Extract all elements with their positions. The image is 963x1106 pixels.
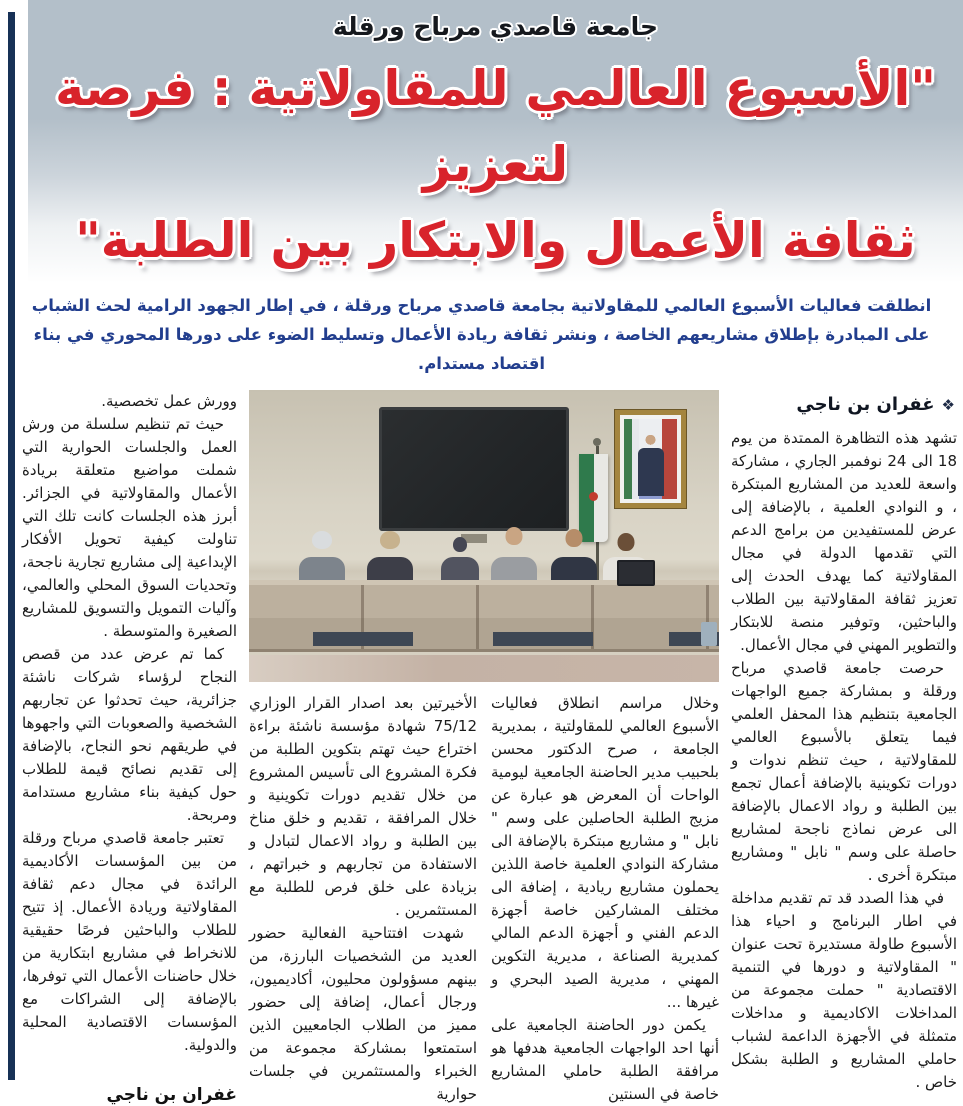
paragraph: تعتبر جامعة قاصدي مرباح ورقلة من بين المؤسسات الأكاديمية الرائدة في مجال دعم ثقافة المقاولاتية وريادة الأعمال. إذ تتيح للطلاب والباحثين فرصًا حقيقية للانخراط في مشاريع ابتكارية من خلال حاضنات الأعمال التي توفرها، بالإضافة إلى الشراكات مع المؤسسات الاقتصادية المحلية والدولية. xyxy=(22,829,237,1054)
projection-screen xyxy=(379,407,569,531)
column-middle-left xyxy=(249,692,477,1106)
column-right xyxy=(731,390,957,1106)
article-body xyxy=(22,390,957,1106)
column-middle-right xyxy=(491,692,719,1106)
conference-panel-photo xyxy=(249,390,719,682)
diamond-icon: ❖ xyxy=(941,396,955,414)
author-signature: غفران بن ناجي xyxy=(106,1085,237,1105)
paragraph: يكمن دور الحاضنة الجامعية على أنها احد الواجهات الجامعية هدفها هو مرافقة الطلبة حاملي المشاريع خاصة في السنتين xyxy=(491,1016,719,1103)
laptop xyxy=(617,560,655,586)
panelist-5 xyxy=(549,529,599,583)
headline-line-1: "الأسبوع العالمي للمقاولاتية : فرصة لتعزيز xyxy=(55,60,936,193)
paragraph: شهدت افتتاحية الفعالية حضور العديد من الشخصيات البارزة، من بينهم مسؤولون محليون، أكاديميون، ورجال أعمال، إضافة إلى حضور مميز من الطلاب الجامعيين الذين استمتعوا بمشاركة مجموعة من الخبراء والمستثمرين في جلسات حوارية xyxy=(249,924,477,1103)
panelist-head xyxy=(566,529,583,547)
panelist-4 xyxy=(489,527,539,583)
panelist-head xyxy=(380,531,400,549)
panel-desk xyxy=(249,580,719,652)
panelist-head xyxy=(453,537,467,552)
floor xyxy=(249,655,719,682)
kicker: جامعة قاصدي مرباح ورقلة xyxy=(332,12,659,41)
paragraph: كما تم عرض عدد من قصص النجاح لرؤساء شركات ناشئة جزائرية، حيث تحدثوا عن تجاربهم الشخصية والصعوبات التي واجهوها في طريقهم نحو النجاح، بالإضافة إلى تقديم نصائح قيمة للطلاب حول كيفية بناء مشاريع مستدامة ومربحة. xyxy=(22,645,237,824)
paragraph: الأخيرتين بعد اصدار القرار الوزاري 75/12 شهادة مؤسسة ناشئة براءة اختراع حيث تهتم بتكوين الطلبة من فكرة المشروع الى تأسيس المشروع من خلال تقديم دورات تكوينية و خلال المرافقة ، تقديم و خلق مناخ بين الطلبة و رواد الاعمال لتبادل و الاستفادة من تجاربهم و خبراتهم ، بزيادة على خلق فرص للطلبة مع المستثمرين . xyxy=(249,694,477,919)
column-left xyxy=(22,390,237,1106)
chair xyxy=(701,622,717,646)
byline-author: غفران بن ناجي xyxy=(796,394,935,415)
portrait-figure xyxy=(638,448,664,496)
headline xyxy=(36,51,955,279)
president-portrait-frame xyxy=(615,410,686,508)
lead-paragraph: انطلقت فعاليات الأسبوع العالمي للمقاولاتية بجامعة قاصدي مرباح ورقلة ، في إطار الجهود الرامية لحث الشباب على المبادرة بإطلاق مشاريعهم الخاصة ، ونشر ثقافة ريادة الأعمال وتسليط الضوء على دورها المحوري في بناء اقتصاد مستدام. xyxy=(31,296,932,373)
flag-finial xyxy=(593,438,601,446)
headline-line-2: ثقافة الأعمال والابتكار بين الطلبة" xyxy=(75,212,916,269)
panelist-head xyxy=(618,533,635,551)
paragraph: وخلال مراسم انطلاق فعاليات الأسبوع العالمي للمقاولتية ، بمديرية الجامعة ، صرح الدكتور محسن بلحبيب مدير الحاضنة الجامعية ليومية الواحات أن المعرض هو عبارة عن مزيج الطلبة الحاصلين على وسم " نابل " و مشاريع مبتكرة بالإضافة الى مشاركة النوادي العلمية خاصة اللذين يحملون مشاريع ريادية ، إضافة الى مختلف المشاركين خاصة أجهزة الدعم الفني و أجهزة الدعم المالي كمديرية الصناعة ، مديرية التكوين المهني ، مديرية الصيد البحري و غيرها ... xyxy=(491,694,719,1011)
panelist-head xyxy=(312,531,332,549)
panelist-2 xyxy=(365,531,415,583)
byline xyxy=(731,394,955,415)
paragraph: تشهد هذه التظاهرة الممتدة من يوم 18 الى 24 نوفمبر الجاري ، مشاركة واسعة للعديد من المشاريع المبتكرة ، و النوادي العلمية ، بالإضافة إلى عرض للمستفيدين من برامج الدعم التي تقدمها الدولة في مجال المقاولاتية كما يهدف الحدث إلى تعزيز ثقافة المقاولاتية بين الطلاب والباحثين، وتوفير منصة للابتكار والتطوير المهني في مجال الأعمال. xyxy=(731,429,957,654)
paragraph: حيث تم تنظيم سلسلة من ورش العمل والجلسات الحوارية التي شملت مواضيع متعلقة بريادة الأعمال والمقاولاتية في الجزائر. أبرز هذه الجلسات كانت تلك التي تناولت كيفية تحويل الأفكار الإبداعية إلى مشاريع تجارية ناجحة، وتحديات السوق المحلي والعالمي، وآليات التمويل والتسويق للمشاريع الصغيرة والمتوسطة . xyxy=(22,415,237,640)
article-header xyxy=(28,0,963,283)
panelist-3 xyxy=(435,537,485,583)
columns-under-photo xyxy=(249,692,719,1106)
flag-crescent-icon xyxy=(589,492,598,501)
panelist-1 xyxy=(297,531,347,583)
paragraph: في هذا الصدد قد تم تقديم مداخلة في اطار البرنامج و احياء هذا الأسبوع طاولة مستديرة تحت عنوان " المقاولاتية و دورها في التنمية الاقتصادية " حملت مجموعة من المداخلات الاكاديمية و مداخلات متمثلة في الأجهزة الداعمة لشباب حاملي المشاريع و الطلبة بشكل خاص . xyxy=(731,889,957,1091)
column-middle xyxy=(249,390,719,1106)
paragraph: حرصت جامعة قاصدي مرباح ورقلة و بمشاركة جميع الواجهات الجامعية بتنظيم هذا المحفل العلمي فيما يتعلق بالأسبوع العالمي للمقاولاتية ، حيث تنظم ندوات و دورات تكوينية بالإضافة أعمال تجمع بين الطلبة و رواد الاعمال بالإضافة الى عرض نماذج ناجحة لمشاريع حاصلة على وسم " نابل " ومشاريع مبتكرة أخرى . xyxy=(731,659,957,884)
page-frame-line xyxy=(8,12,15,1080)
paragraph: وورش عمل تخصصية. xyxy=(101,392,237,410)
panelist-head xyxy=(506,527,523,545)
